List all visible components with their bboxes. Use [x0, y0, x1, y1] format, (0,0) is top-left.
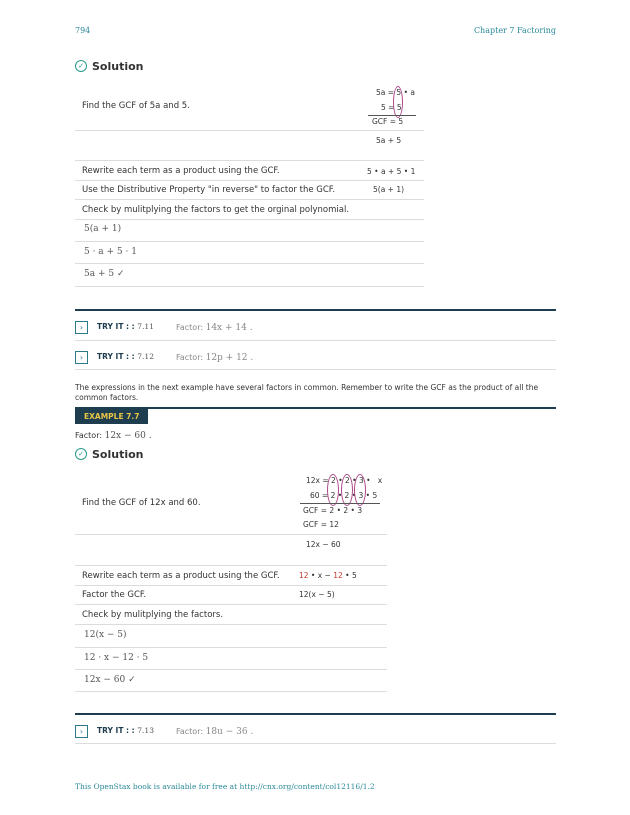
common-factor-ellipse: [327, 474, 339, 506]
ex1-check-2: 5 · a + 5 · 1: [84, 247, 137, 257]
try-it-label: TRY IT : : 7.13: [97, 726, 154, 735]
ex2-step3-math: 12(x − 5): [299, 590, 335, 599]
try-it-prompt: Factor: 18u − 36 .: [176, 727, 254, 737]
row-divider: [75, 647, 387, 648]
chevron-right-icon[interactable]: ›: [75, 351, 88, 364]
row-divider: [75, 180, 424, 181]
ex1-step2: Rewrite each term as a product using the GCF.: [82, 166, 280, 176]
ex1-work-line2: 5 = 5: [381, 103, 402, 112]
try-divider: [75, 743, 556, 744]
ex2-work-line1: 12x = 2 • 2 • 3 • x: [306, 476, 383, 485]
example-prompt: Factor: 12x − 60 .: [75, 431, 152, 441]
ex2-check-3: 12x − 60 ✓: [84, 675, 136, 685]
ex2-step1: Find the GCF of 12x and 60.: [82, 498, 201, 508]
chevron-right-icon[interactable]: ›: [75, 321, 88, 334]
row-divider: [75, 691, 387, 692]
solution-heading: Solution: [92, 60, 144, 73]
section-rule: [75, 713, 556, 715]
row-divider: [75, 565, 387, 566]
common-factor-ellipse: [393, 86, 403, 118]
ex1-step3-math: 5(a + 1): [373, 185, 405, 194]
chapter-title: Chapter 7 Factoring: [473, 26, 556, 35]
section-rule: [75, 309, 556, 311]
try-divider: [75, 369, 556, 370]
row-divider: [75, 585, 387, 586]
check-circle-icon: ✓: [75, 448, 87, 460]
work-divider: [300, 503, 380, 504]
ex2-step2-math: 12 • x − 12 • 5: [299, 571, 357, 580]
solution-heading: Solution: [92, 448, 144, 461]
intro-paragraph: The expressions in the next example have several factors in common. Remember to write the GCF as the product of all the common factors.: [75, 383, 539, 402]
try-it-prompt: Factor: 12p + 12 .: [176, 353, 254, 363]
try-it-label: TRY IT : : 7.11: [97, 322, 154, 331]
example-label: EXAMPLE 7.7: [75, 409, 148, 424]
page-number: 794: [75, 26, 91, 35]
ex1-step3: Use the Distributive Property "in reverse" to factor the GCF.: [82, 185, 336, 195]
ex2-gcf2: GCF = 12: [303, 520, 339, 529]
ex2-gcf1: GCF = 2 • 2 • 3: [303, 506, 363, 515]
ex1-work-line1: 5a = 5 • a: [376, 88, 415, 97]
row-divider: [75, 130, 424, 131]
footer-text: This OpenStax book is available for free at http://cnx.org/content/col12116/1.2: [75, 782, 375, 791]
ex2-check-2: 12 · x − 12 · 5: [84, 653, 149, 663]
try-it-prompt: Factor: 14x + 14 .: [176, 323, 253, 333]
ex2-step3: Factor the GCF.: [82, 590, 147, 600]
row-divider: [75, 199, 424, 200]
try-divider: [75, 340, 556, 341]
ex1-step2-math: 5 • a + 5 • 1: [367, 167, 416, 176]
row-divider: [75, 263, 424, 264]
try-it-label: TRY IT : : 7.12: [97, 352, 154, 361]
row-divider: [75, 604, 387, 605]
ex1-step1: Find the GCF of 5a and 5.: [82, 101, 190, 111]
row-divider: [75, 219, 424, 220]
ex1-gcf: GCF = 5: [372, 117, 404, 126]
check-circle-icon: ✓: [75, 60, 87, 72]
ex2-expr: 12x − 60: [306, 540, 341, 549]
ex1-check-3: 5a + 5 ✓: [84, 269, 125, 279]
ex2-step2: Rewrite each term as a product using the GCF.: [82, 571, 280, 581]
ex2-work-line2: 60 = 2 • 2 • 3 • 5: [310, 491, 378, 500]
row-divider: [75, 624, 387, 625]
row-divider: [75, 286, 424, 287]
row-divider: [75, 534, 387, 535]
ex2-step4: Check by mulitplying the factors.: [82, 610, 224, 620]
row-divider: [75, 160, 424, 161]
common-factor-ellipse: [341, 474, 353, 506]
ex2-check-1: 12(x − 5): [84, 630, 127, 640]
chevron-right-icon[interactable]: ›: [75, 725, 88, 738]
row-divider: [75, 669, 387, 670]
work-divider: [368, 115, 416, 116]
row-divider: [75, 241, 424, 242]
ex1-expr: 5a + 5: [376, 136, 402, 145]
ex1-check-1: 5(a + 1): [84, 224, 122, 234]
ex1-step4: Check by mulitplying the factors to get the orginal polynomial.: [82, 205, 350, 215]
common-factor-ellipse: [354, 474, 366, 506]
